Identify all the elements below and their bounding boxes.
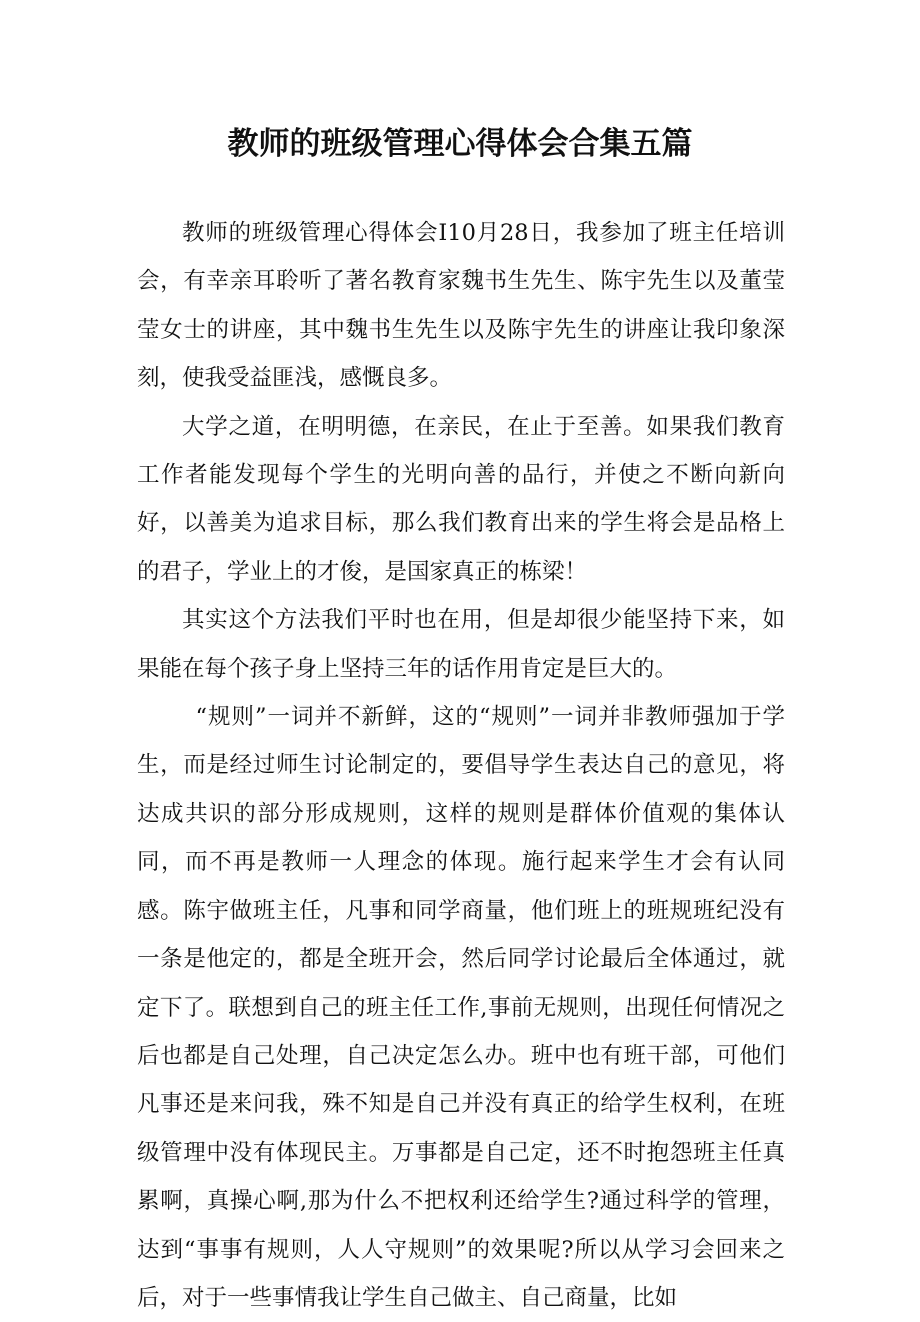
document-title: 教师的班级管理心得体会合集五篇 <box>227 126 693 162</box>
paragraph-persistence: 其实这个方法我们平时也在用，但是却很少能坚持下来，如果能在每个孩子身上坚持三年的话作用肯定是巨大的。 <box>137 607 785 682</box>
paragraph-great-learning: 大学之道，在明明德，在亲民，在止于至善。如果我们教育工作者能发现每个学生的光明向善的品行，并使之不断向新向好，以善美为追求目标，那么我们教育出来的学生将会是品格上的君子，学业上的才俊，是国家真正的栋梁！ <box>137 413 785 585</box>
paragraph-rules: “规则”一词并不新鲜，这的“规则”一词并非教师强加于学生，而是经过师生讨论制定的，要倡导学生表达自己的意见，将达成共识的部分形成规则，这样的规则是群体价值观的集体认同，而不再是教师一人理念的体现。施行起来学生才会有认同感。陈宇做班主任，凡事和同学商量，他们班上的班规班纪没有一条是他定的，都是全班开会，然后同学讨论最后全体通过，就定下了。联想到自己的班主任工作,事前无规则，出现任何情况之后也都是自己处理，自己决定怎么办。班中也有班干部，可他们凡事还是来问我，殊不知是自己并没有真正的给学生权利，在班级管理中没有体现民主。万事都是自己定，还不时抱怨班主任真累啊，真操心啊,那为什么不把权利还给学生?通过科学的管理，达到“事事有规则，人人守规则”的效果呢?所以从学习会回来之后，对于一些事情我让学生自己做主、自己商量，比如 <box>137 704 785 1311</box>
paragraph-training-intro: 教师的班级管理心得体会I10月28日，我参加了班主任培训会，有幸亲耳聆听了著名教育家魏书生先生、陈宇先生以及董莹莹女士的讲座，其中魏书生先生以及陈宇先生的讲座让我印象深刻，使我受益匪浅，感慨良多。 <box>137 220 785 392</box>
document-body <box>137 209 785 1322</box>
